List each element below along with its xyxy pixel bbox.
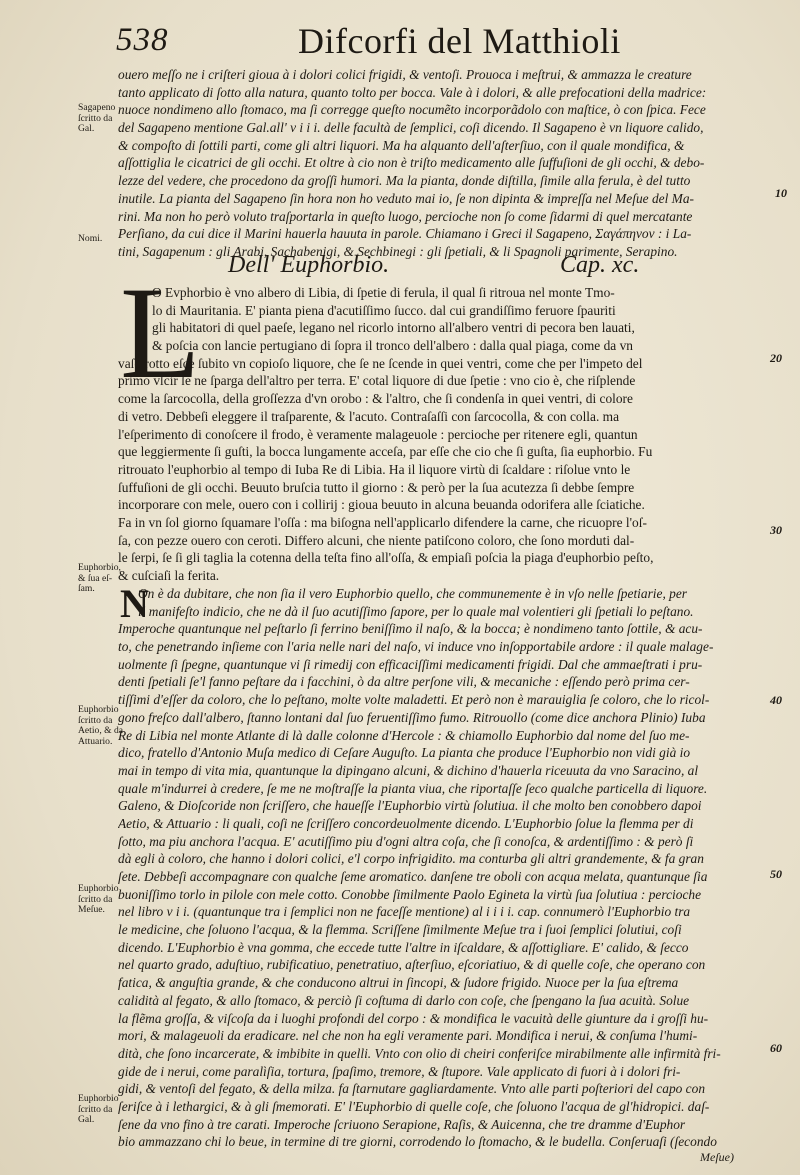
drop-cap-letter: L [120, 259, 201, 406]
text-line: nel libro v i i. (quantunque tra i ſemplici non ne faceſſe mentione) al i i i i. cap. connumerò l'Euphorbio tra [118, 904, 691, 920]
margin-note-line: Euphorbio, [78, 562, 121, 573]
line-reference: 50 [770, 867, 782, 881]
text-line: aſſottiglia le cicatrici de gli occhi. Et oltre à cio non è triſto medicamento alle ſuffuſioni de gli occhi, & debo- [118, 155, 705, 171]
text-line: ſete. Debbeſi accompagnare con qualche ſeme aromatico. danſene tre oboli con acqua melata, quantunque ſia [118, 869, 708, 884]
text-line: denti ſpetiali ſe'l fanno peſtare da i facchini, ò da altre perſone vili, & mecaniche : eſſendo però prima cer- [118, 674, 690, 690]
text-line: il manifeſto indicio, che ne dà il ſuo acutiſſimo ſapore, per lo quale mal volentieri gli ſpetiali lo peſtano. [138, 603, 694, 619]
paragraph-commentary [118, 581, 764, 1151]
text-line: ritrouato l'euphorbio al tempo di Iuba Re di Libia. Ha il liquore virtù di ſcaldare : riſolue vnto le [118, 461, 631, 477]
margin-note-line: Euphorbio [78, 883, 119, 894]
text-line: gli habitatori di quel paeſe, legano nel ricorlo intorno all'albero ventri di pecora ben lauati, [152, 320, 635, 336]
margin-note-line: & ſua eſ- [78, 572, 113, 584]
margin-note-line: ſcritto da [78, 893, 113, 905]
text-line: buoniſſimo torlo in pilole con mele cotto. Conobbe ſimilmente Paolo Egineta la virtù ſua ſolutiua : percioche [118, 886, 702, 902]
page-header [0, 18, 800, 64]
page-number: 538 [116, 22, 169, 58]
margin-note [78, 103, 122, 135]
text-line: Fa in vn ſol giorno ſquamare l'oſſa : ma biſogna nell'applicarlo difendere la carne, che ricuopre l'oſ- [118, 514, 647, 530]
text-line: mai in tempo di vita mia, quantunque la dipingano alcuni, & dichino d'hauerla riceuuta da vno Saracino, al [118, 762, 699, 778]
text-line: dà egli à coloro, che hanno i dolori colici, e'l corpo infrigidito. ma conturba gli altri grandemente, & fa gran [118, 851, 704, 867]
text-line: quale m'indurrei à credere, ſe me ne moſtraſſe la pianta viua, che riportaſſe ſeco qualche particella di liquore. [118, 780, 708, 796]
text-line: le medicine, che ſoluono l'acqua, & la flemma. Scriſſene ſimilmente Meſue tra i ſuoi ſemplici ſolutiui, coſi [118, 922, 682, 938]
text-line: que leggiermente ſi guſti, la bocca lungamente acceſa, par eſſe che cio che ſi guſta, ſia euphorbio. Fu [118, 444, 653, 460]
line-reference: 10 [775, 186, 787, 200]
text-line: gono freſco dall'albero, ſtanno lontani dal ſuo feruentiſſimo fumo. Ritrouollo (come dice anchora Plinio) Iuba [118, 709, 706, 725]
text-line: le ſerpi, ſe ſi gli taglia la cotenna della teſta fino all'oſſa, & empiaſi poſcia la piaga d'euphorbio peſto, [118, 550, 654, 566]
text-line: & cuſciaſi la ferita. [118, 568, 220, 583]
line-reference: 60 [770, 1041, 782, 1055]
text-line: Galeno, & Dioſcoride non ſcriſſero, che haueſſe l'Euphorbio virtù ſolutiua. il che molto ben conobbero dapoi [118, 798, 702, 814]
line-reference: 20 [770, 351, 782, 365]
text-line: gidi, & ventoſi del fegato, & della milza. fa ſtarnutare gagliardamente. Vnto alle parti poſteriori del capo con [118, 1081, 706, 1097]
chapter-title: Dell' Euphorbio. [228, 252, 390, 278]
text-line: & poſcia con lancie pertugiano di ſopra il tronco dell'albero : dalla qual piaga, come da vn [152, 338, 633, 354]
text-line: tiſſimi d'eſſer da coloro, che lo peſtano, molte volte maladetti. Et però non è marauiglia ſe coloro, che lo ricol- [118, 692, 710, 708]
text-line: ouero meſſo ne i criſteri gioua à i dolori colici frigidi, & ventoſi. Prouoca i meſtrui, & ammazza le creature [118, 67, 692, 82]
text-line: lezze del vedere, che procedono da groſſi humori. Ma la pianta, donde diſtilla, ſimile alla ferula, è del tutto [118, 173, 691, 189]
text-line: la flẽma groſſa, & viſcoſa da i luoghi profondi del corpo : & mondifica le vacuità delle giunture da i groſſi hu- [118, 1010, 709, 1026]
drop-cap-letter: N [120, 581, 149, 626]
text-line: Perſiano, da cui dice il Marini hauerla hauuta in parole. Chiamano i Greci il Sagapeno, Σαγάπηνον : i La- [118, 226, 692, 242]
text-line: On è da dubitare, che non ſia il vero Euphorbio quello, che communemente è in vſo nelle ſpetiarie, per [138, 586, 688, 601]
margin-note-line: Euphorbio [78, 704, 119, 715]
text-line: tini, Sagapenum : gli Arabi, Sachabenigi, & Sechbinegi : gli ſpetiali, & li Spagnoli parimente, Serapino. [118, 243, 678, 259]
text-line: calidità al fegato, & allo ſtomaco, & perciò ſi coſtuma di darlo con coſe, che ſpengano la ſua acuità. Solue [118, 992, 690, 1008]
text-line: gide de i nerui, come paralìſia, tortura, ſpaſimo, tremore, & ſtupore. Vale applicato di fuori à i dolori fri- [118, 1063, 681, 1079]
text-line: nuoce nondimeno allo ſtomaco, ma ſi corregge queſto nocumẽto incorporãdolo con maſtice, ò con ſpica. Fece [118, 102, 706, 118]
text-line: del Sagapeno mentione Gal.all' v i i i. delle facultà de ſemplici, coſi dicendo. Il Sagapeno è vn liquore calido, [118, 120, 704, 136]
text-line: ſotto, ma piu anchora l'acqua. E' acutiſſimo piu d'ogni altra coſa, che ſi conoſca, & ardentiſſimo : & però ſi [118, 833, 694, 849]
text-line: uolmente ſi ſpegne, quantunque vi ſi rimedij con efficaciſſimi medicamenti frigidi. Dal che ammaeſtrati i pru- [118, 656, 703, 672]
text-line: dità, che ſono incarcerate, & imbibite in quelli. Vnto con olio di cheiri conferiſce mirabilmente alle infirmità fri- [118, 1045, 721, 1061]
text-line: bio ammazzano chi lo beue, in termine di tre giorni, corrodendo lo ſtomacho, & le budella. Conſeruaſi (ſecondo [118, 1134, 717, 1150]
margin-note [78, 563, 122, 595]
margin-note-line: Meſue. [78, 904, 105, 916]
text-line: dicendo. L'Euphorbio è vna gomma, che eccede tutte l'altre in iſcaldare, & aſſottigliare. E' calido, & ſecco [118, 939, 689, 955]
margin-note [78, 884, 122, 916]
margin-note-line: Euphorbio [78, 1093, 119, 1104]
text-line: l'eſperimento di conoſcere il frodo, è veramente malageuole : percioche per ritenere egli, quantun [118, 426, 638, 442]
text-line: ſene da vno fino à tre carati. Imperoche ſcriuono Serapione, Raſis, & Auicenna, che tre dramme d'Euphor [118, 1116, 686, 1132]
text-line: ſeriſce à i lethargici, & à gli ſmemorati. E' l'Euphorbio di quelle coſe, che ſoluono l'acqua de gl'hidropici. daſ- [118, 1098, 710, 1114]
text-line: tanto applicato di ſotto alla natura, quanto tolto per bocca. Vale à i dolori, & alle prefocationi della madrice: [118, 84, 707, 100]
paragraph-sagapeno [118, 66, 764, 261]
text-line: to, che penetrando inſieme con l'aria nelle nari del naſo, vi induce vno inſopportabile ardore : il quale malage- [118, 639, 714, 655]
catchword: Meſue) [700, 1150, 734, 1164]
margin-note-line: ſcritto da [78, 714, 113, 726]
text-line: primo vſcir ſe ne ſparga dell'altro per terra. E' cotal liquore di due ſpetie : vno cio è, che riſplende [118, 373, 636, 389]
text-line: nel quarto grado, aduſtiuo, rubificatiuo, penetratiuo, aſterſiuo, eſcoriatiuo, & di quelle coſe, che operano con [118, 957, 706, 973]
margin-note-line: Gal. [78, 123, 95, 135]
line-reference: 40 [770, 693, 782, 707]
margin-note-line: ſcritto da [78, 1103, 113, 1115]
text-line: inutile. La pianta del Sagapeno ſin hora non ho veduto mai io, ſe non dipinta & impreſſa nel Meſue del Ma- [118, 190, 694, 206]
text-line: & compoſto di ſottili parti, come gli altri liquori. Ma ha alquanto dell'aſterſiuo, con il quale mondifica, & [118, 137, 685, 153]
running-title: Difcorfi del Matthioli [298, 21, 621, 61]
margin-note-line: Sagapeno [78, 102, 116, 113]
margin-note-line: Nomi. [78, 233, 103, 244]
margin-note-line: Gal. [78, 1114, 95, 1126]
text-line: Imperoche quantunque nel peſtarlo ſi ferrino beniſſimo il naſo, & la bocca; è nondimeno tanto ſottile, & acu- [118, 621, 703, 637]
margin-note-line: Attuario. [78, 735, 113, 747]
text-line: rini. Ma non ho però voluto traſportarla in queſto luogo, percioche non ſo come ſidarmi di quel mercatante [118, 208, 693, 224]
text-line: di vetro. Debbeſi eleggere il traſparente, & l'acuto. Contraſaſſi con ſarcocolla, & con colla. ma [118, 408, 620, 424]
line-reference: 30 [770, 523, 782, 537]
text-line: O Evphorbio è vno albero di Libia, di ſpetie di ferula, il qual ſi ritroua nel monte Tmo- [152, 285, 615, 300]
margin-note [78, 234, 122, 245]
text-line: ſa, con pezze ouero con ceroti. Differo alcuni, che niente patiſcono coloro, che ſono morduti dal- [118, 532, 635, 548]
margin-note [78, 1094, 122, 1126]
margin-note-line: ſcritto da [78, 112, 113, 124]
text-line: dico, fratello d'Antonio Muſa medico di Ceſare Auguſto. La pianta che produce l'Euphorbio non vidi già io [118, 745, 691, 761]
margin-note-line: Aetio, & da [78, 725, 124, 737]
text-line: mori, & malageuoli da eradicare. nel che non ha egli veramente pari. Mondifica i nerui, & conſuma l'humi- [118, 1028, 698, 1044]
margin-note [78, 705, 122, 747]
text-line: Re di Libia nel monte Atlante di là dalle colonne d'Hercole : & chiamollo Euphorbio dal nome del ſuo me- [118, 727, 690, 743]
text-line: Aetio, & Attuario : li quali, coſi ne ſcriſſero concordeuolmente dicendo. L'Euphorbio ſolue la flemma per di [118, 815, 694, 831]
text-line: incorporare con mele, ouero con i collirij : gioua beuuto in alcuna beuanda odorifera alle ſciatiche. [118, 497, 645, 513]
text-line: lo di Mauritania. E' pianta piena d'acutiſſimo ſucco. dal cui grandiſſimo feruore ſpauriti [152, 302, 616, 318]
margin-note-line: ſam. [78, 583, 95, 595]
chapter-number: Cap. xc. [560, 252, 640, 278]
text-line: vaſo rotto eſce ſubito vn copioſo liquore, che ſe ne ſcende in quei ventri, come che per l'impeto del [118, 355, 643, 371]
text-line: ſuffuſioni de gli occhi. Beuuto bruſcia tutto il giorno : & però per la ſua acutezza ſi debbe ſempre [118, 479, 635, 495]
text-line: come la ſarcocolla, della groſſezza d'vn orobo : & l'altro, che ſi condenſa in quei ventri, di colore [118, 391, 633, 407]
text-line: fatica, & anguſtia grande, & che conducono altrui in ſincopi, & ſudore frigido. Nuoce per la ſua eſtrema [118, 975, 679, 991]
